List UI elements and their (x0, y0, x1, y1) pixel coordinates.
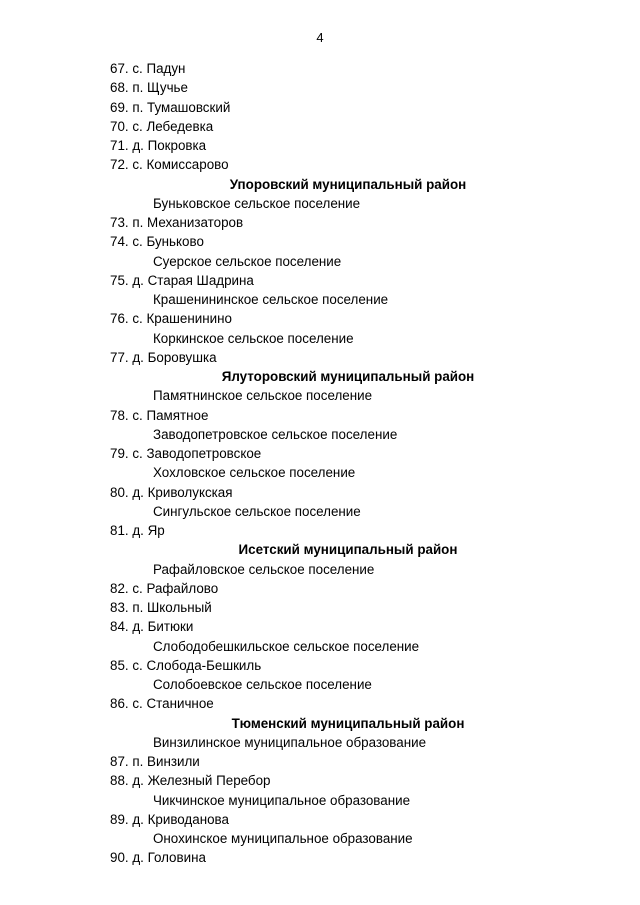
list-item: 80. д. Криволукская (110, 484, 233, 500)
settlement-subheading: Хохловское сельское поселение (153, 465, 356, 481)
settlement-subheading: Крашенининское сельское поселение (153, 292, 389, 307)
list-item: 77. д. Боровушка (110, 349, 217, 365)
document-body (0, 59, 640, 868)
list-item: 75. д. Старая Шадрина (110, 272, 254, 288)
settlement-subheading: Коркинское сельское поселение (153, 330, 354, 346)
list-item: 69. п. Тумашовский (110, 99, 231, 115)
list-item: 76. с. Крашенинино (110, 311, 232, 327)
list-item: 86. с. Станичное (110, 696, 214, 712)
list-item: 78. с. Памятное (110, 407, 209, 423)
settlement-subheading: Буньковское сельское поселение (153, 195, 361, 211)
list-item: 85. с. Слобода-Бешкиль (110, 657, 262, 673)
settlement-subheading: Винзилинское муниципальное образование (153, 734, 427, 750)
list-item: 83. п. Школьный (110, 600, 212, 615)
settlement-subheading: Слободобешкильское сельское поселение (153, 638, 420, 654)
district-heading: Ялуторовский муниципальный район (221, 369, 475, 384)
district-heading: Тюменский муниципальный район (231, 715, 465, 731)
list-item: 68. п. Щучье (110, 80, 188, 96)
settlement-subheading: Онохинское муниципальное образование (153, 831, 413, 846)
list-item: 67. с. Падун (110, 61, 186, 76)
settlement-subheading: Памятнинское сельское поселение (153, 388, 373, 404)
list-item: 90. д. Головина (110, 850, 206, 866)
list-item: 87. п. Винзили (110, 754, 200, 769)
settlement-subheading: Чикчинское муниципальное образование (153, 792, 411, 808)
list-item: 89. д. Криводанова (110, 811, 229, 827)
settlement-subheading: Сингульское сельское поселение (153, 503, 361, 519)
settlement-subheading: Заводопетровское сельское поселение (153, 426, 398, 442)
page-number: 4 (316, 30, 324, 45)
list-item: 73. п. Механизаторов (110, 215, 244, 230)
district-heading: Упоровский муниципальный район (229, 176, 467, 192)
list-item: 84. д. Битюки (110, 619, 194, 635)
settlement-subheading: Суерское сельское поселение (153, 253, 342, 269)
list-item: 82. с. Рафайлово (110, 580, 219, 596)
list-item: 74. с. Буньково (110, 234, 204, 250)
settlement-subheading: Рафайловское сельское поселение (153, 561, 375, 577)
list-item: 70. с. Лебедевка (110, 118, 214, 134)
district-heading: Исетский муниципальный район (238, 542, 458, 558)
list-item: 71. д. Покровка (110, 138, 207, 153)
list-item: 81. д. Яр (110, 523, 165, 538)
list-item: 79. с. Заводопетровское (110, 446, 262, 461)
settlement-subheading: Солобоевское сельское поселение (153, 677, 372, 692)
list-item: 72. с. Комиссарово (110, 157, 229, 173)
list-item: 88. д. Железный Перебор (110, 773, 271, 789)
